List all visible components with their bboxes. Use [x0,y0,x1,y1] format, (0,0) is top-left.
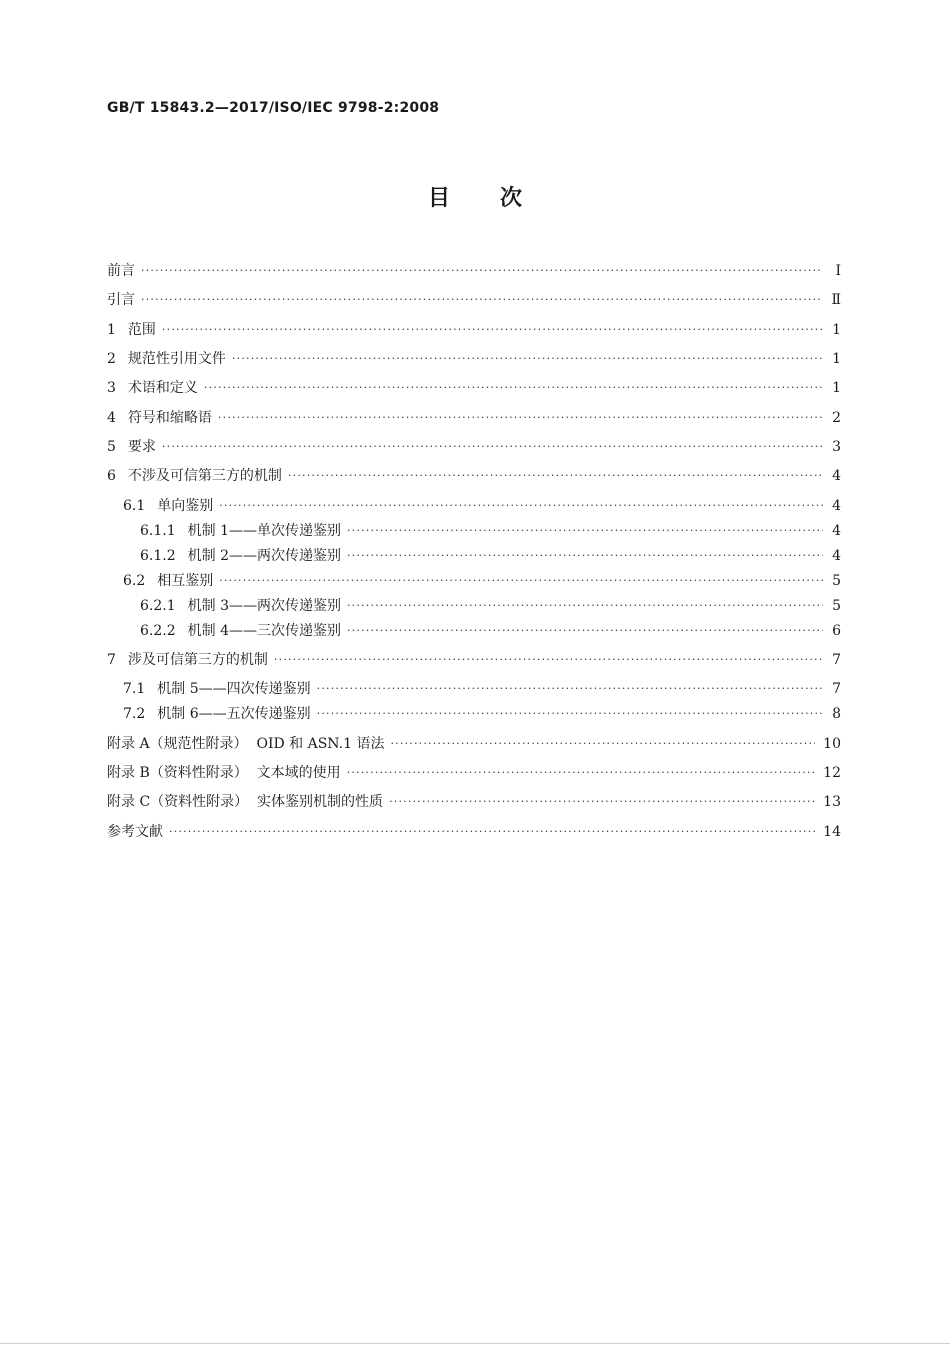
toc-entry-text: 涉及可信第三方的机制 [127,652,268,668]
toc-entry-section-3[interactable] [107,378,841,398]
toc-entry-number: 7.1 [123,681,146,697]
toc-entry-text: 单向鉴别 [157,498,214,514]
toc-entry-label [107,408,218,428]
toc-entry-label [123,679,317,699]
toc-entry-section-6-1-1[interactable] [140,521,841,541]
toc-entry-text: 机制 3——两次传递鉴别 [187,598,341,614]
toc-entry-text: 机制 5——四次传递鉴别 [157,681,311,697]
toc-entry-number: 6.2.2 [140,623,176,639]
toc-entry-section-6-1-2[interactable] [140,546,841,566]
toc-entry-number: 7 [107,652,116,668]
page-bottom-divider [0,1343,950,1344]
toc-entry-page: 12 [823,765,841,781]
toc-entry-label [123,496,219,516]
dot-leader [218,408,823,428]
toc-entry-page: 6 [832,623,841,639]
toc-entry-page: 1 [832,351,841,367]
title-char-2: 次 [500,186,523,211]
toc-entry-label [140,596,347,616]
toc-entry-number: 7.2 [123,706,146,722]
toc-entry-text: 机制 6——五次传递鉴别 [157,706,311,722]
toc-entry-page: 7 [832,652,841,668]
toc-entry-text: 要求 [127,439,156,455]
dot-leader [169,822,815,842]
toc-entry-label [107,320,162,340]
title-char-1: 目 [427,186,450,211]
toc-entry-label: 参考文献 [107,824,163,840]
toc-entry-label: 附录 B（资料性附录） 文本域的使用 [107,765,341,781]
toc-entry-page: 1 [832,322,841,338]
toc-entry-page: 4 [832,548,841,564]
toc-entry-section-5[interactable] [107,437,841,457]
toc-entry-page: 14 [823,824,841,840]
toc-entry-section-1[interactable] [107,320,841,340]
toc-entry-page: 3 [832,439,841,455]
toc-entry-number: 6.1 [123,498,146,514]
toc-entry-label: 附录 C（资料性附录） 实体鉴别机制的性质 [107,794,384,810]
toc-entry-section-6[interactable] [107,466,841,486]
toc-entry-number: 4 [107,410,116,426]
toc-entry-label [140,621,347,641]
toc-entry-label: 引言 [107,292,135,308]
toc-entry-number: 6 [107,468,116,484]
toc-entry-number: 3 [107,380,116,396]
toc-entry-appendix-a[interactable] [107,734,841,754]
dot-leader [347,763,816,783]
toc-entry-text: 机制 1——单次传递鉴别 [187,523,341,539]
toc-entry-section-6-2[interactable] [123,571,841,591]
dot-leader [141,290,823,310]
toc-entry-section-7-2[interactable] [123,704,841,724]
toc-entry-label [107,378,204,398]
toc-entry-page: 1 [832,380,841,396]
toc-entry-text: 相互鉴别 [157,573,214,589]
toc-entry-label [123,571,219,591]
dot-leader [162,437,823,457]
dot-leader [347,521,823,541]
toc-entry-page: 8 [832,706,841,722]
toc-entry-appendix-c[interactable] [107,792,841,812]
dot-leader [347,621,823,641]
dot-leader [317,679,823,699]
toc-entry-section-6-2-1[interactable] [140,596,841,616]
toc-entry-section-6-2-2[interactable] [140,621,841,641]
toc-entry-number: 6.1.2 [140,548,176,564]
toc-entry-text: 机制 2——两次传递鉴别 [187,548,341,564]
dot-leader [317,704,823,724]
toc-entry-page: Ⅰ [835,263,841,279]
toc-entry-label [107,650,274,670]
dot-leader [288,466,823,486]
toc-entry-page: 7 [832,681,841,697]
toc-entry-page: Ⅱ [831,292,841,308]
toc-entry-label [107,437,162,457]
toc-entry-page: 4 [832,468,841,484]
toc-entry-page: 13 [823,794,841,810]
toc-entry-label [123,704,317,724]
toc-entry-page: 2 [832,410,841,426]
toc-entry-label [140,546,347,566]
dot-leader [219,571,823,591]
toc-entry-text: 不涉及可信第三方的机制 [127,468,282,484]
toc-entry-text: 术语和定义 [127,380,198,396]
toc-entry-number: 6.1.1 [140,523,176,539]
dot-leader [141,261,823,281]
toc-entry-number: 2 [107,351,116,367]
toc-entry-section-7[interactable] [107,650,841,670]
toc-entry-page: 10 [823,736,841,752]
toc-entry-page: 4 [832,523,841,539]
toc-entry-section-2[interactable] [107,349,841,369]
dot-leader [347,546,823,566]
toc-entry-text: 范围 [127,322,156,338]
standard-code-header: GB/T 15843.2—2017/ISO/IEC 9798-2:2008 [107,100,440,116]
toc-entry-introduction[interactable] [107,290,841,310]
toc-entry-page: 5 [832,573,841,589]
toc-entry-page: 5 [832,598,841,614]
toc-entry-text: 机制 4——三次传递鉴别 [187,623,341,639]
dot-leader [162,320,823,340]
toc-entry-section-4[interactable] [107,408,841,428]
dot-leader [389,792,815,812]
toc-entry-section-7-1[interactable] [123,679,841,699]
toc-entry-number: 6.2 [123,573,146,589]
toc-entry-text: 符号和缩略语 [127,410,212,426]
toc-entry-bibliography[interactable] [107,822,841,842]
toc-entry-appendix-b[interactable] [107,763,841,783]
dot-leader [204,378,823,398]
toc-entry-label [107,466,288,486]
toc-entry-foreword[interactable] [107,261,841,281]
toc-entry-number: 5 [107,439,116,455]
toc-entry-number: 6.2.1 [140,598,176,614]
toc-entry-label: 前言 [107,263,135,279]
toc-entry-page: 4 [832,498,841,514]
toc-entry-number: 1 [107,322,116,338]
dot-leader [219,496,823,516]
dot-leader [274,650,823,670]
toc-entry-section-6-1[interactable] [123,496,841,516]
toc-entry-label [140,521,347,541]
dot-leader [347,596,823,616]
dot-leader [232,349,823,369]
toc-entry-text: 规范性引用文件 [127,351,226,367]
toc-entry-label: 附录 A（规范性附录） OID 和 ASN.1 语法 [107,736,385,752]
toc-entry-label [107,349,232,369]
dot-leader [390,734,815,754]
